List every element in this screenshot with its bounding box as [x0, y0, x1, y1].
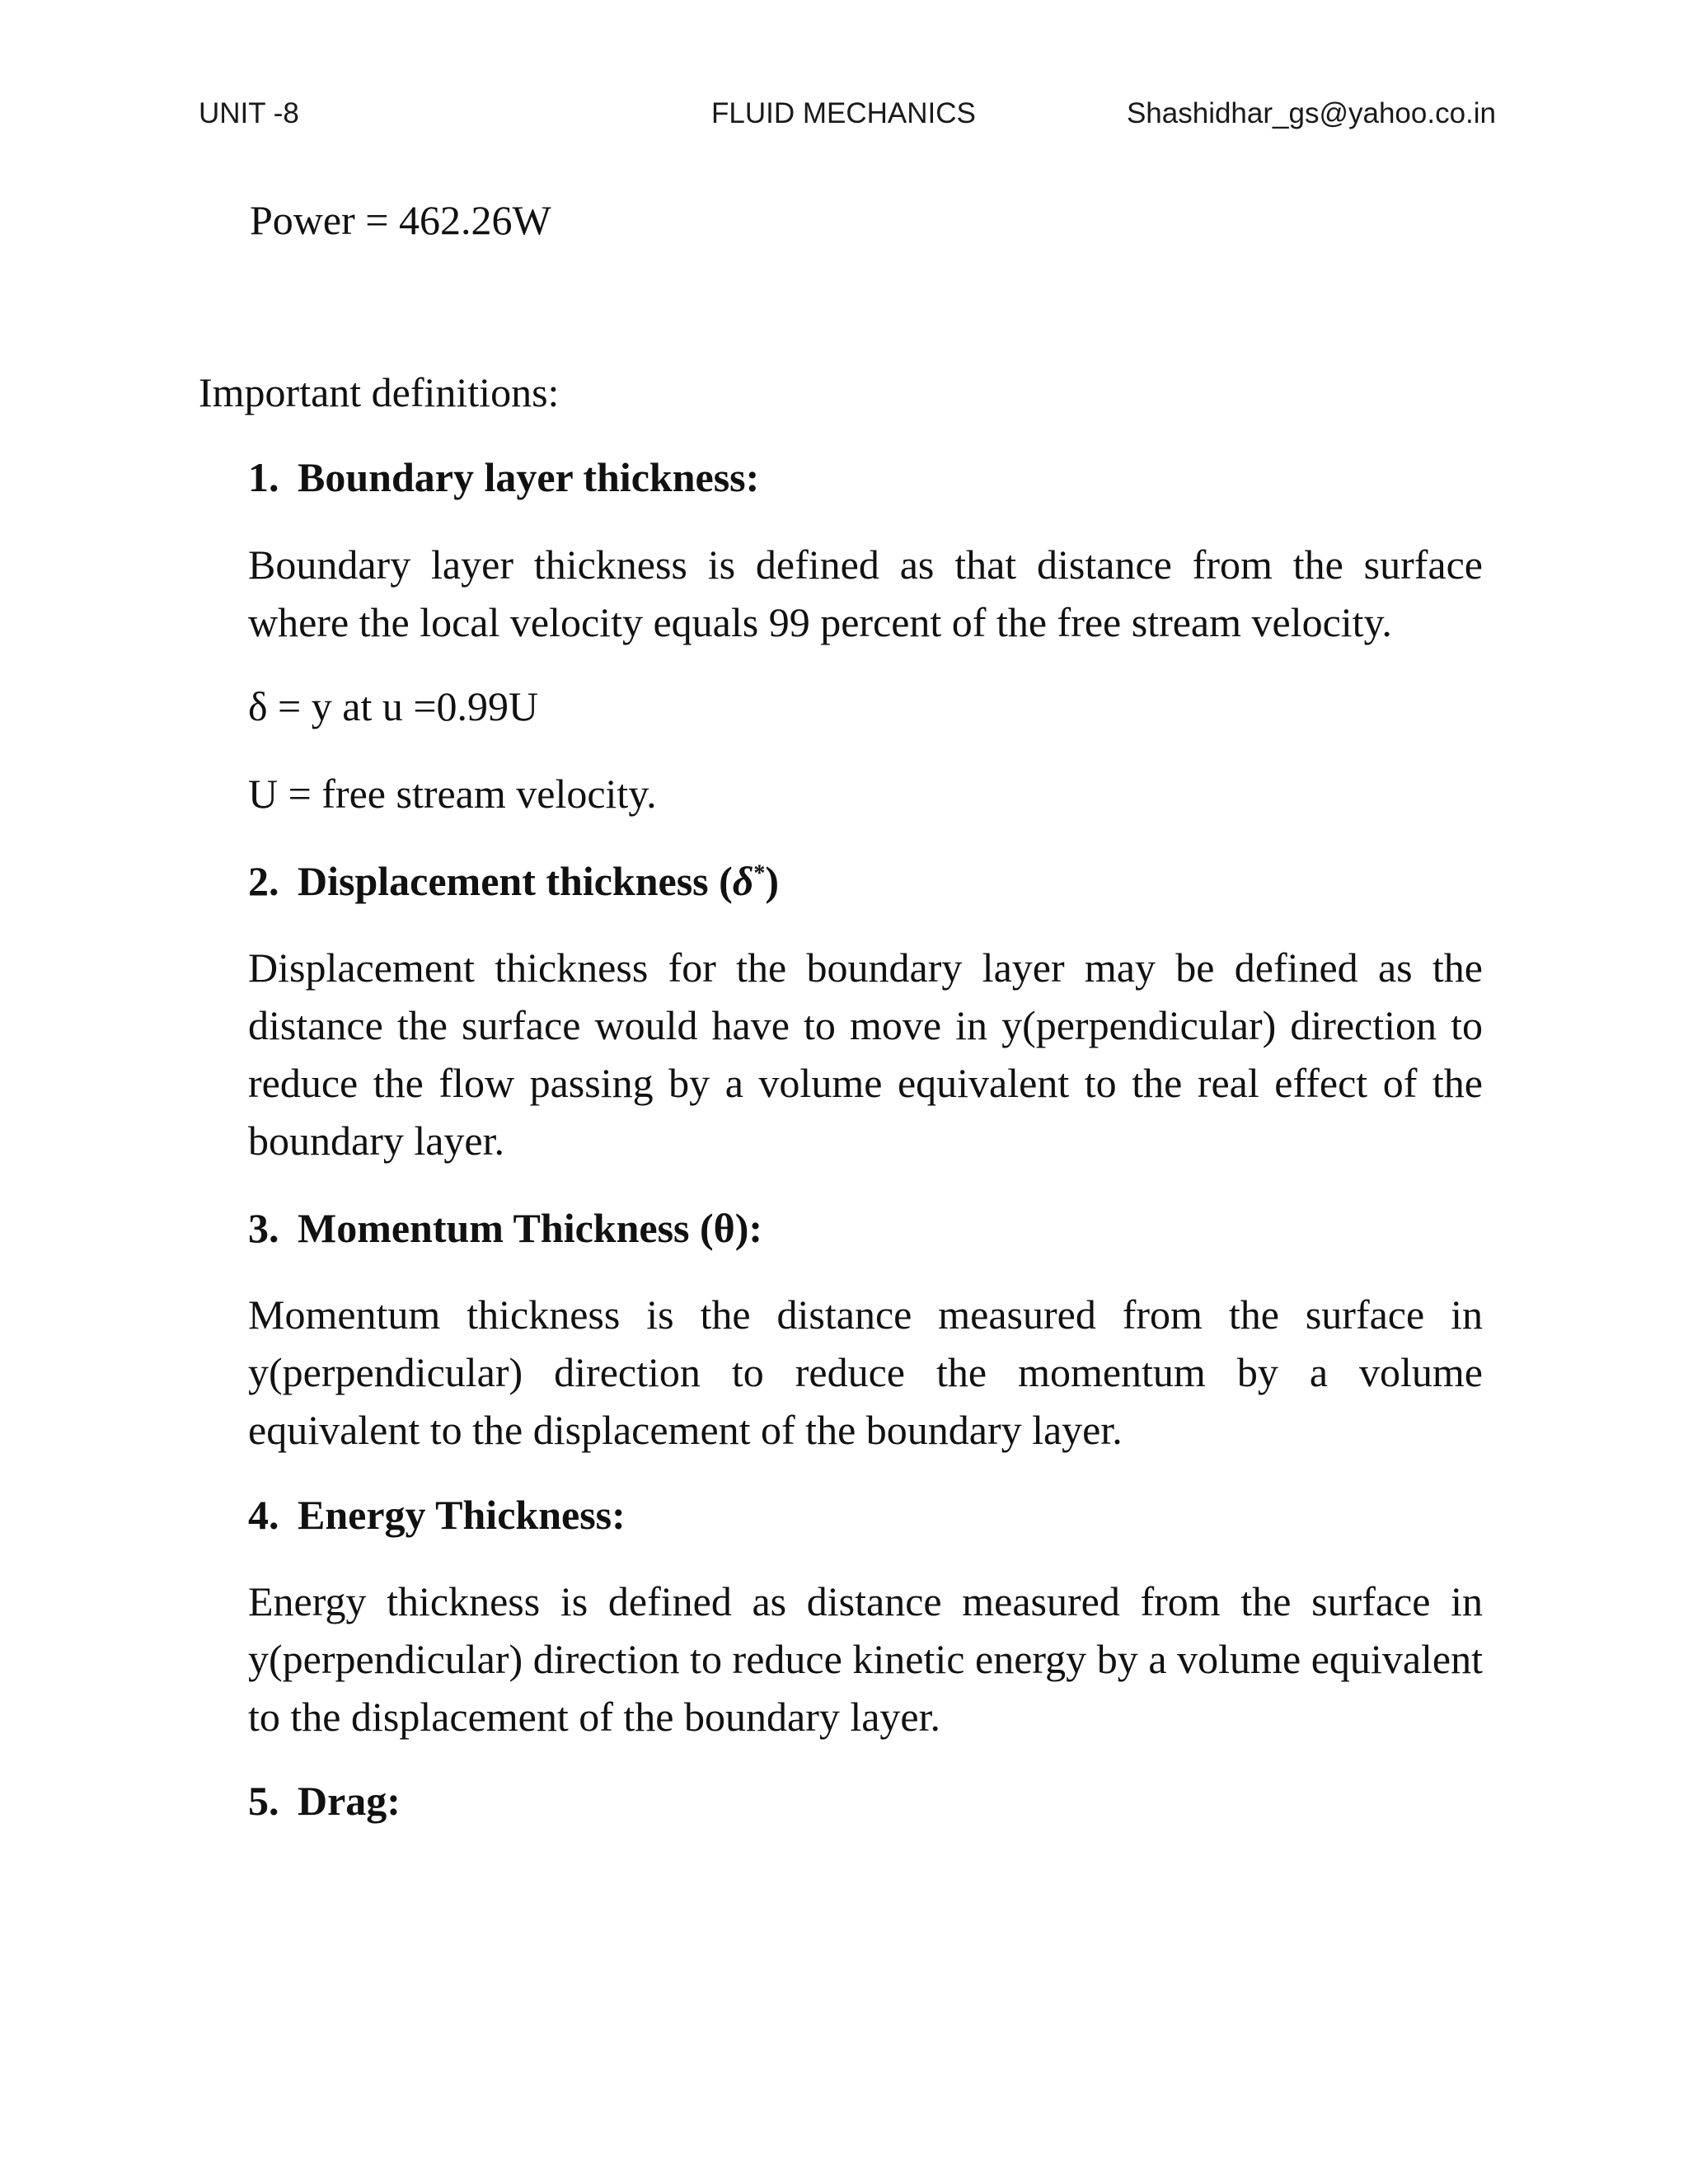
- power-result: Power = 462.26W: [250, 197, 551, 243]
- section-2-body: Displacement thickness for the boundary layer may be defined as the distance the surface would have to move in y(perpendicular) direction to reduce the flow passing by a volume equivalent to the real effect of the boundary layer.: [248, 944, 1483, 1164]
- section-1-note: U = free stream velocity.: [248, 771, 657, 817]
- delta-symbol: δ: [732, 858, 754, 904]
- section-5-heading: [248, 1777, 401, 1825]
- star-superscript: *: [753, 860, 766, 887]
- section-2-heading: [248, 857, 779, 905]
- section-3-title: Momentum Thickness (θ):: [298, 1205, 763, 1251]
- section-2-title-end: ): [765, 858, 780, 904]
- section-1-heading: [248, 453, 759, 501]
- section-3-number: 3.: [248, 1205, 279, 1251]
- section-2-title: Displacement thickness (: [298, 858, 733, 904]
- section-1-title: Boundary layer thickness:: [298, 454, 760, 500]
- definitions-intro: Important definitions:: [199, 369, 560, 415]
- page-header: [199, 97, 1496, 138]
- section-2-number: 2.: [248, 858, 279, 904]
- section-4-heading: [248, 1491, 626, 1539]
- section-4-number: 4.: [248, 1492, 279, 1538]
- header-unit: UNIT -8: [199, 97, 299, 129]
- section-4-title: Energy Thickness:: [298, 1492, 626, 1538]
- section-3-heading: [248, 1204, 762, 1252]
- header-subject: FLUID MECHANICS: [711, 97, 976, 129]
- section-4-body: Energy thickness is defined as distance measured from the surface in y(perpendicular) direction to reduce kinetic energy by a volume equivalent to the displacement of the boundary layer.: [248, 1578, 1483, 1740]
- section-5-title: Drag:: [298, 1778, 401, 1824]
- section-1-number: 1.: [248, 454, 279, 500]
- header-email: Shashidhar_gs@yahoo.co.in: [1126, 97, 1496, 129]
- section-3-body: Momentum thickness is the distance measured from the surface in y(perpendicular) direction to reduce the momentum by a volume equivalent to the displacement of the boundary layer.: [248, 1291, 1483, 1453]
- section-1-body: Boundary layer thickness is defined as that distance from the surface where the local velocity equals 99 percent of the free stream velocity.: [248, 541, 1483, 645]
- section-1-equation: δ = y at u =0.99U: [248, 683, 539, 729]
- section-5-number: 5.: [248, 1778, 279, 1824]
